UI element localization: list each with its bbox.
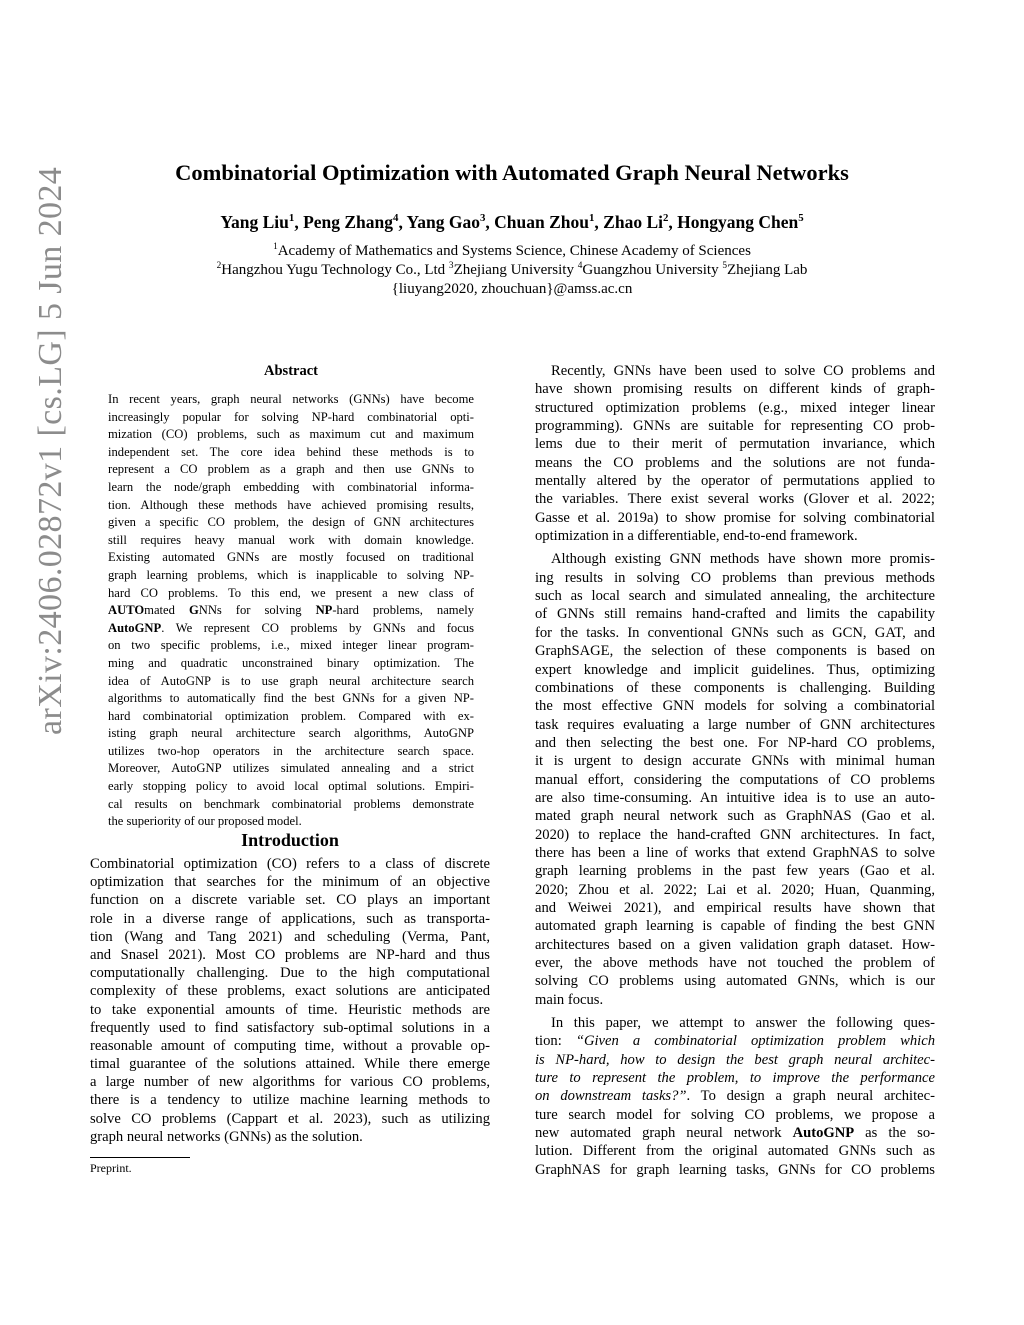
text-line: tion (Wang and Tang 2021) and scheduling (Verma, Pant, [90, 928, 490, 945]
affiliation-marker: 2 [216, 261, 222, 271]
author-affiliation-marker: 1 [589, 212, 595, 225]
author-name: Yang Gao [406, 212, 480, 232]
text-line: learn the node/graph embedding with combinatorial informa- [108, 479, 474, 494]
text-line: function on a discrete variable set. CO plays an important [90, 892, 490, 909]
text-line: solve CO problems (Cappart et al. 2023), such as utilizing [90, 1110, 490, 1127]
text-line: cal results on benchmark combinatorial problems demonstrate [108, 796, 474, 811]
affiliation-text: Academy of Mathematics and Systems Science, Chinese Academy of Sciences [277, 243, 751, 259]
text-line: automated graph learning is capable of finding the best GNN [535, 918, 935, 935]
text-line: ever, the above methods have not touched the problem of [535, 955, 935, 971]
text-line: role in a diverse range of applications, such as transporta- [90, 910, 490, 927]
author-name: Peng Zhang [303, 212, 394, 232]
text-line: tion: “Given a combinatorial optimization problem which [535, 1033, 936, 1050]
text-line: for the tasks. In conventional GNNs such as GCN, GAT, and [535, 624, 935, 641]
text-line: ture search model for solving CO problems, we propose a [535, 1106, 935, 1123]
text-line: programming). GNNs are suitable for representing CO prob- [535, 418, 935, 435]
text-line: AUTOmated GNNs for solving NP-hard problems, namely [108, 603, 474, 618]
text-line: increasingly popular for solving NP-hard combinatorial opti- [108, 409, 474, 424]
text-line: Recently, GNNs have been used to solve CO problems and [551, 363, 935, 379]
affiliation-line-2 [0, 262, 1024, 279]
introduction-paragraph [90, 855, 490, 1146]
paragraph [535, 1014, 935, 1179]
text-line: idea of AutoGNP is to use graph neural architecture search [108, 673, 474, 688]
abstract-body [108, 391, 474, 831]
text-line: lems due to their merit of permutation invariance, which [535, 436, 935, 453]
text-line: 2020; Zhou et al. 2022; Lai et al. 2020; Huan, Quanming, [535, 881, 935, 898]
text-line: to take exponential amounts of time. Heuristic methods are [90, 1001, 490, 1018]
text-line: ing results in solving CO problems than previous methods [535, 569, 935, 586]
text-line: isting graph neural architecture search algorithms, AutoGNP [108, 726, 474, 741]
text-line: reasonable amount of computing time, without a provable op- [90, 1037, 490, 1054]
text-line: hard CO problems. To this end, we present a new class of [108, 585, 474, 600]
text-line: main focus. [535, 991, 604, 1008]
text-line: In recent years, graph neural networks (GNNs) have become [108, 392, 474, 406]
text-line: optimization that searches for the minimum of an objective [90, 874, 490, 891]
text-line: timal guarantee of the solutions attained. While there emerge [90, 1056, 490, 1073]
text-line: Although existing GNN methods have shown more promis- [551, 551, 935, 568]
text-line: ming and quadratic unconstrained binary optimization. The [108, 655, 474, 670]
affiliation-marker: 5 [722, 261, 728, 271]
text-line: lution. Different from the original automated GNNs such as [535, 1143, 935, 1160]
text-line: Gasse et al. 2019a) to show promise for solving combinatorial [535, 509, 935, 526]
text-line: on two specific problems, i.e., mixed integer linear program- [108, 638, 474, 653]
footnote-rule [90, 1157, 190, 1158]
text-line: architectures based on a given validation graph dataset. How- [535, 936, 935, 953]
text-line: GraphNAS for graph learning tasks, GNNs for CO problems [535, 1161, 935, 1178]
text-line: there has been a line of works that extend GraphNAS to solve [535, 844, 935, 861]
text-line: given a specific CO problem, the design of GNN architectures [108, 515, 474, 530]
text-line: utilizes two-hop operators in the architecture search space. [108, 743, 474, 758]
text-line: a large number of new algorithms for various CO problems, [90, 1074, 490, 1091]
paragraph [535, 362, 935, 545]
text-line: and Weiwei 2021), and empirical results have shown that [535, 899, 935, 916]
author-name: Hongyang Chen [677, 212, 799, 232]
text-line: mization (CO) problems, such as maximum cut and maximum [108, 427, 474, 442]
affiliation-text: Zhejiang Lab [727, 262, 808, 278]
text-line: still requires heavy manual work with domain knowledge. [108, 532, 474, 547]
text-line: means the CO problems and the solutions are not funda- [535, 454, 935, 471]
author-list: Yang Liu$^1$, Peng Zhang$^4$, Yang Gao$^3$, Chuan Zhou$^1$, Zhao Li$^2$, Hongyang Chen$^5$ [220, 212, 804, 232]
text-line: Existing automated GNNs are mostly focused on traditional [108, 550, 474, 565]
paragraph [535, 550, 935, 1009]
affiliation-line-1 [0, 243, 1024, 260]
affiliation-text: Zhejiang University [453, 262, 578, 278]
text-line: hard combinatorial optimization problem. Compared with ex- [108, 708, 474, 723]
author-affiliation-marker: 1 [288, 212, 295, 225]
text-line: Moreover, AutoGNP utilizes simulated annealing and a strict [108, 761, 474, 776]
paper-title: Combinatorial Optimization with Automated Graph Neural Networks [175, 160, 849, 185]
text-line: algorithms to automatically find the best GNNs for a given NP- [108, 691, 474, 706]
text-line: and Snasel 2021). Most CO problems are NP-hard and thus [90, 946, 490, 963]
text-line: the variables. There exist several works (Glover et al. 2022; [535, 491, 935, 508]
text-line: Combinatorial optimization (CO) refers to a class of discrete [90, 856, 490, 872]
text-line: mated graph neural network such as GraphNAS (Gao et al. [535, 808, 935, 825]
text-line: and then selecting the best one. For NP-hard CO problems, [535, 734, 935, 751]
text-line: there is a tendency to utilize machine learning methods to [90, 1092, 490, 1109]
text-line: independent set. The core idea behind these methods is to [108, 444, 474, 459]
author-affiliation-marker: 5 [798, 212, 804, 225]
author-affiliation-marker: 2 [663, 212, 669, 225]
author-name: Chuan Zhou [494, 212, 589, 232]
text-line: graph learning problems in the past few years (Gao et al. [535, 863, 935, 880]
text-line: mentally altered by the operator of permutations applied to [535, 473, 935, 490]
text-line: task requires evaluating a large number of GNN architectures [535, 716, 935, 733]
text-line: combinations of these components is challenging. Building [535, 679, 935, 696]
text-line: are also time-consuming. An intuitive idea is to use an auto- [535, 789, 935, 806]
arxiv-identifier-stamp: arXiv:2406.02872v1 [cs.LG] 5 Jun 2024 [32, 166, 69, 735]
text-line: it is urgent to design accurate GNNs with minimal human [535, 753, 935, 770]
author-name: Zhao Li [603, 212, 663, 232]
text-line: the superiority of our proposed model. [108, 814, 302, 829]
text-line: GraphSAGE, the selection of these components is based on [535, 643, 935, 660]
text-line: structured optimization problems (e.g., mixed integer linear [535, 399, 935, 416]
text-line: expert knowledge and implicit guidelines. Thus, optimizing [535, 661, 935, 678]
text-line: computationally challenging. Due to the high computational [90, 965, 490, 982]
text-line: have shown promising results on different kinds of graph- [535, 381, 935, 398]
text-line: frequently used to find satisfactory sub-optimal solutions in a [90, 1019, 490, 1036]
footnote: Preprint. [90, 1161, 132, 1175]
affiliation-marker: 4 [577, 261, 583, 271]
text-line: 2020) to replace the hand-crafted GNN architectures. In fact, [535, 826, 935, 843]
text-line: is NP-hard, how to design the best graph neural architec- [535, 1051, 935, 1068]
text-line: tion. Although these methods have achieved promising results, [108, 497, 474, 512]
text-line: In this paper, we attempt to answer the following ques- [551, 1015, 935, 1032]
affiliation-marker: 3 [448, 261, 454, 271]
affiliation-marker: 1 [273, 242, 278, 252]
text-line: early stopping policy to avoid local optimal solutions. Empiri- [108, 779, 474, 794]
text-line: of GNNs still remains hand-crafted and limits the capability [535, 606, 935, 623]
text-line: complexity of these problems, exact solutions are anticipated [90, 983, 490, 1000]
text-line: graph learning problems, which is inapplicable to solving NP- [108, 567, 474, 582]
author-affiliation-marker: 4 [393, 212, 399, 225]
text-line: optimization in a differentiable, end-to-end framework. [535, 528, 858, 545]
text-line: represent a CO problem as a graph and then use GNNs to [108, 462, 474, 477]
text-line: ture to represent the problem, to improve the performance [535, 1070, 935, 1087]
abstract-heading: Abstract [264, 363, 318, 379]
text-line: graph neural networks (GNNs) as the solution. [90, 1128, 363, 1145]
text-line: AutoGNP. We represent CO problems by GNNs and focus [108, 620, 474, 635]
right-column-body [535, 362, 935, 1179]
author-affiliation-marker: 3 [479, 212, 486, 225]
affiliation-text: Hangzhou Yugu Technology Co., Ltd [221, 262, 449, 278]
text-line: solving CO problems using automated GNNs, which is our [535, 973, 935, 990]
author-name: Yang Liu [220, 212, 289, 232]
text-line: new automated graph neural network AutoGNP as the so- [535, 1125, 935, 1142]
introduction-heading: Introduction [241, 830, 339, 850]
text-line: such as local search and simulated annealing, the architecture [535, 588, 935, 605]
affiliation-text: Guangzhou University [582, 262, 723, 278]
author-email: {liuyang2020, zhouchuan}@amss.ac.cn [391, 281, 633, 297]
text-line: manual effort, considering the computations of CO problems [535, 771, 935, 788]
text-line: on downstream tasks?”. To design a graph neural architec- [535, 1088, 935, 1105]
text-line: the most effective GNN models for solving a combinatorial [535, 698, 935, 715]
